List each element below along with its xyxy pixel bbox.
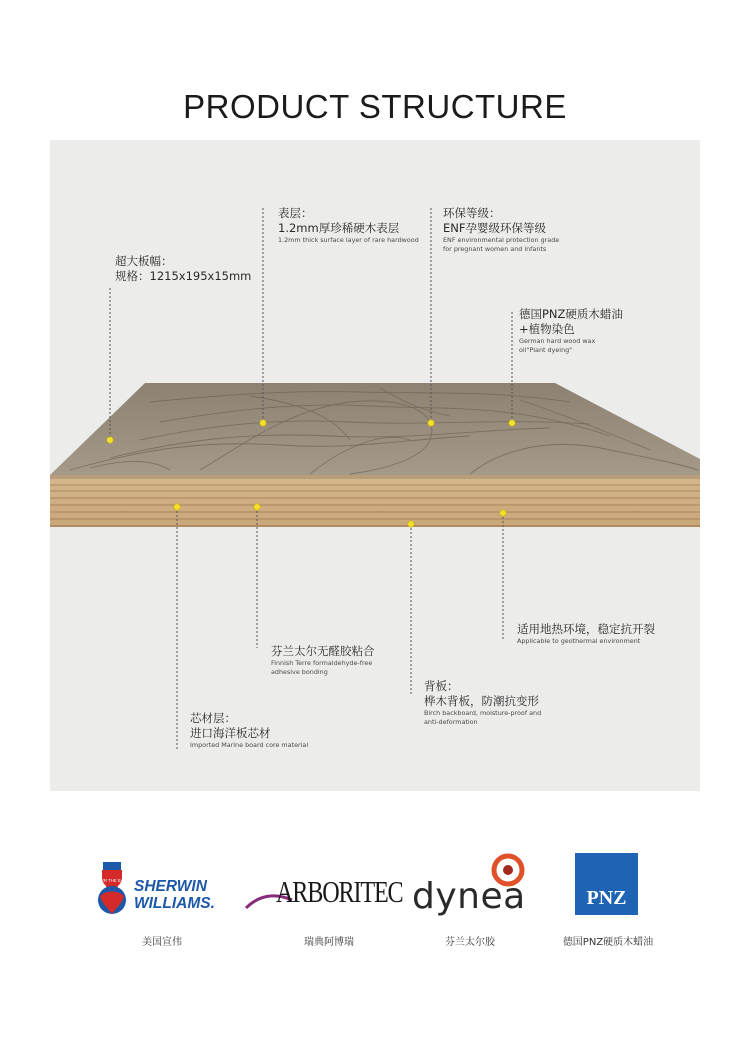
caption-dynea: 芬兰太尔胶 xyxy=(445,937,495,948)
label-backboard-en1: Birch backboard, moisture-proof and xyxy=(424,709,542,717)
label-backboard-detail: 桦木背板，防潮抗变形 xyxy=(424,694,539,708)
label-board-size-spec: 规格：1215x195x15mm xyxy=(115,269,252,283)
label-adhesive xyxy=(271,644,375,677)
label-board-size-title: 超大板幅： xyxy=(115,254,173,268)
marker-oil xyxy=(509,420,515,426)
caption-sherwin-williams: 美国宣伟 xyxy=(142,937,182,948)
marker-size xyxy=(107,437,113,443)
marker-eco xyxy=(428,420,434,426)
sherwin-williams-wordmark xyxy=(134,878,215,912)
label-board-size xyxy=(115,254,251,284)
marker-backboard xyxy=(408,521,414,527)
label-backboard-en2: anti-deformation xyxy=(424,718,478,726)
label-eco-en1: ENF environmental protection grade xyxy=(443,236,560,244)
label-adhesive-zh: 芬兰太尔无醛胶粘合 xyxy=(271,644,375,658)
dynea-logo xyxy=(412,850,532,922)
label-oil-line1: 德国PNZ硬质木蜡油 xyxy=(519,307,623,321)
dynea-wordmark: dynea xyxy=(412,876,526,917)
label-eco-grade xyxy=(443,206,559,254)
veneer-surface xyxy=(50,383,700,475)
label-eco-title: 环保等级： xyxy=(443,206,501,220)
label-oil-en2: oil"Plant dyeing" xyxy=(519,346,573,354)
label-eco-detail: ENF孕婴级环保等级 xyxy=(443,221,546,235)
label-surface-detail: 1.2mm厚珍稀硬木表层 xyxy=(278,221,400,235)
label-backboard xyxy=(424,679,541,727)
label-geothermal xyxy=(517,622,655,646)
caption-pnz: 德国PNZ硬质木蜡油 xyxy=(562,937,654,948)
label-surface-title: 表层： xyxy=(278,206,313,220)
label-oil-en1: German hard wood wax xyxy=(519,337,596,345)
label-core-en: Imported Marine board core material xyxy=(190,741,309,749)
marker-core xyxy=(174,504,180,510)
marker-surface xyxy=(260,420,266,426)
structure-diagram xyxy=(50,140,700,791)
label-oil-line2: +植物染色 xyxy=(519,322,575,336)
label-core xyxy=(190,711,308,750)
sherwin-williams-logo xyxy=(92,860,222,920)
label-surface-layer xyxy=(278,206,419,245)
sherwin-text: SHERWIN xyxy=(134,878,207,895)
page-title: PRODUCT STRUCTURE xyxy=(183,88,567,125)
label-core-title: 芯材层： xyxy=(190,711,236,725)
label-backboard-title: 背板： xyxy=(424,679,459,693)
label-adhesive-en2: adhesive bonding xyxy=(271,668,328,676)
marker-adhesive xyxy=(254,504,260,510)
pnz-wordmark: PNZ xyxy=(586,887,627,909)
cover-the-earth-icon xyxy=(92,860,132,916)
arboritec-wordmark: ARBORITEC xyxy=(276,874,403,909)
williams-text: WILLIAMS. xyxy=(134,895,215,912)
badge-text: COVER THE EARTH xyxy=(92,878,132,883)
label-eco-en2: for pregnant women and infants xyxy=(443,245,547,253)
caption-arboritec: 瑞典阿博瑞 xyxy=(304,937,354,948)
marker-heat xyxy=(500,510,506,516)
label-adhesive-en1: Finnish Terre formaldehyde-free xyxy=(271,659,373,667)
label-heat-zh: 适用地热环境，稳定抗开裂 xyxy=(517,622,655,636)
pnz-logo xyxy=(575,853,638,915)
label-surface-en: 1.2mm thick surface layer of rare hardwood xyxy=(278,236,419,244)
label-core-detail: 进口海洋板芯材 xyxy=(190,726,271,740)
label-heat-en: Applicable to geothermal environment xyxy=(517,637,641,645)
arboritec-logo xyxy=(244,872,403,917)
label-wax-oil xyxy=(519,307,623,355)
